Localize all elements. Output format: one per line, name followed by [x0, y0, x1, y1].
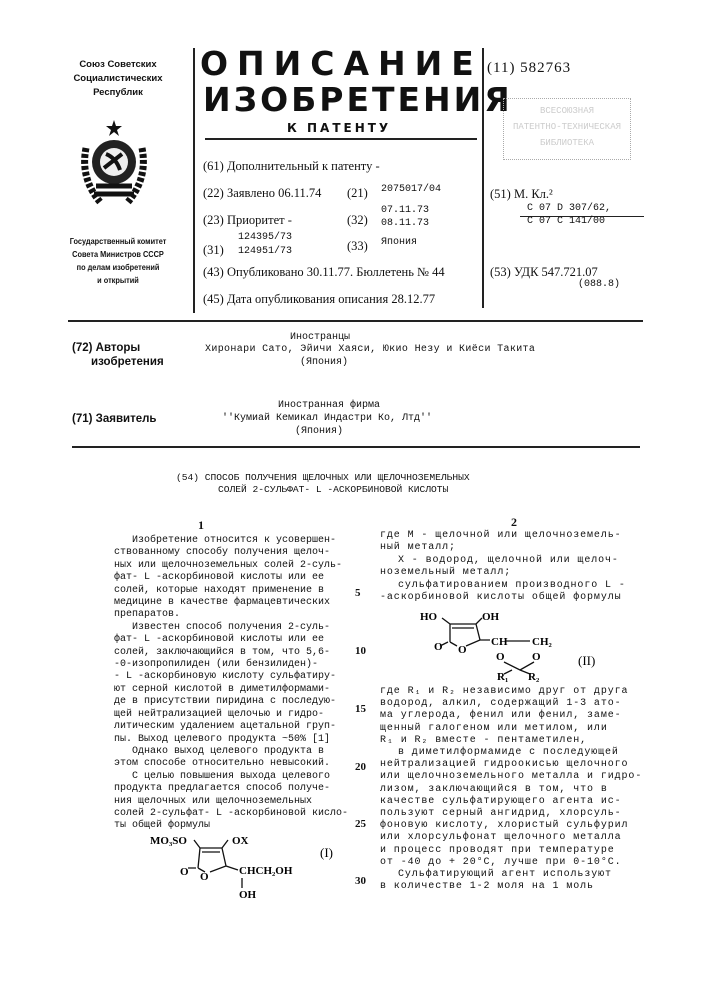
line-number: 20: [355, 761, 366, 773]
formula-text: R₁: [497, 671, 508, 683]
field-31-code: (31): [203, 243, 224, 258]
divider: [68, 320, 643, 322]
text-line: Сульфатирующий агент используют: [380, 869, 642, 881]
text-line: и процесс проводят при температуре: [380, 845, 642, 857]
field-32-date: 07.11.73: [381, 205, 429, 216]
text-line: Однако выход целевого продукта в: [114, 746, 348, 758]
column-2-text-b: [380, 686, 642, 893]
field-53: (53) УДК 547.721.07: [490, 265, 598, 280]
ussr-line: Союз Советских: [53, 58, 183, 72]
invention-title: (54) СПОСОБ ПОЛУЧЕНИЯ ЩЕЛОЧНЫХ ИЛИ ЩЕЛОЧНОЗЕМЕЛЬНЫХ: [176, 472, 470, 483]
line-number: 25: [355, 818, 366, 830]
text-line: R₁ и R₂ вместе - пентаметилен,: [380, 735, 642, 747]
text-line: щенный галогеном или метилом, или: [380, 723, 642, 735]
formula-text: CH₂: [532, 636, 553, 648]
text-line: солей 2-сульфат- L -аскорбиновой кисло-: [114, 808, 348, 820]
stamp-line: ВСЕСОЮЗНАЯ: [504, 103, 630, 119]
title-izobreteniya: ИЗОБРЕТЕНИЯ: [203, 83, 513, 117]
text-line: Изобретение относится к усовершен-: [114, 535, 348, 547]
subtitle: К ПАТЕНТУ: [287, 121, 391, 135]
ussr-heading: [53, 58, 183, 100]
text-line: де в присутствии пиридина с последую-: [114, 696, 348, 708]
formula-text: CHCH₂OH: [239, 865, 293, 877]
column-1-text: [114, 535, 348, 833]
text-line: фоновую кислоту, хлористый сульфурил: [380, 820, 642, 832]
line-number: 15: [355, 703, 366, 715]
authors-label: (72) Авторы: [72, 342, 140, 354]
text-line: где R₁ и R₂ независимо друг от друга: [380, 686, 642, 698]
text-line: литическим удалением ацетальной груп-: [114, 721, 348, 733]
formula-text: O: [532, 651, 541, 663]
formula-text: O: [458, 644, 467, 656]
field-31-number: 124951/73: [238, 246, 292, 257]
line-number: 5: [355, 587, 361, 599]
authors-country: (Япония): [300, 357, 348, 368]
field-32-code: (32): [347, 213, 368, 228]
text-line: ноземельный металл;: [380, 567, 626, 579]
text-line: Известен способ получения 2-суль-: [114, 622, 348, 634]
text-line: фат- L -аскорбиновой кислоты или ее: [114, 572, 348, 584]
text-line: -0-изопропилиден (или бензилиден)-: [114, 659, 348, 671]
formula-2: [420, 610, 620, 685]
committee-heading: [54, 235, 183, 287]
formula-text: OX: [232, 835, 249, 847]
column-number: 1: [198, 518, 204, 533]
formula-text: CH: [491, 636, 508, 648]
text-line: солей, заключающийся в том, что 5,6-: [114, 647, 348, 659]
text-line: ния щелочных или щелочноземельных: [114, 796, 348, 808]
formula-text: HO: [420, 611, 438, 623]
stamp-line: БИБЛИОТЕКА: [504, 135, 630, 151]
field-61: (61) Дополнительный к патенту -: [203, 159, 380, 174]
formula-text: OH: [482, 611, 500, 623]
field-33: Япония: [381, 237, 417, 248]
divider: [205, 138, 477, 140]
formula-text: R₂: [528, 671, 540, 683]
field-21: 2075017/04: [381, 184, 441, 195]
field-51: (51) М. Кл.²: [490, 187, 553, 202]
text-line: щей нейтрализацией щелочью и гидро-: [114, 709, 348, 721]
text-line: где М - щелочной или щелочноземель-: [380, 530, 626, 542]
authors-names: Хиронари Сато, Эйичи Хаяси, Юкио Незу и Киёси Такита: [205, 344, 535, 355]
field-31-number: 124395/73: [238, 232, 292, 243]
text-line: пользуют серный ангидрид, хлорсуль-: [380, 808, 642, 820]
field-43: (43) Опубликовано 30.11.77. Бюллетень № 44: [203, 265, 445, 280]
formula-label: (II): [578, 653, 595, 668]
field-45: (45) Дата опубликования описания 28.12.77: [203, 292, 435, 307]
ussr-line: Социалистических: [53, 72, 183, 86]
title-opisanie: ОПИСАНИЕ: [200, 47, 483, 81]
authors-pre: Иностранцы: [290, 332, 350, 343]
text-line: ный металл;: [380, 542, 626, 554]
applicant-label: (71) Заявитель: [72, 413, 157, 425]
applicant-pre: Иностранная фирма: [278, 400, 380, 411]
line-number: 30: [355, 875, 366, 887]
patent-number: (11) 582763: [487, 60, 571, 77]
field-23: (23) Приоритет -: [203, 213, 292, 228]
formula-text: OH: [239, 889, 257, 901]
text-line: -аскорбиновой кислоты общей формулы: [380, 592, 626, 604]
text-line: или хлорсульфонат щелочного металла: [380, 832, 642, 844]
committee-line: и открытий: [54, 274, 183, 287]
divider: [193, 48, 195, 313]
formula-label: (I): [320, 845, 333, 860]
field-53-b: (088.8): [578, 279, 620, 290]
text-line: водород, алкил, содержащий 1-3 ато-: [380, 698, 642, 710]
text-line: X - водород, щелочной или щелоч-: [380, 555, 626, 567]
authors-label: изобретения: [91, 356, 164, 368]
text-line: или щелочноземельного металла и гидро-: [380, 771, 642, 783]
formula-text: O: [496, 651, 505, 663]
text-line: ют серной кислотой в диметилформами-: [114, 684, 348, 696]
committee-line: Государственный комитет: [54, 235, 183, 248]
text-line: солей, которые находят применение в: [114, 585, 348, 597]
formula-text: O: [200, 871, 209, 883]
applicant-country: (Япония): [295, 426, 343, 437]
text-line: ных или щелочноземельных солей 2-суль-: [114, 560, 348, 572]
library-stamp: [503, 98, 631, 160]
stamp-line: ПАТЕНТНО-ТЕХНИЧЕСКАЯ: [504, 119, 630, 135]
text-line: ма углерода, фенил или фенил, заме-: [380, 710, 642, 722]
text-line: пы. Выход целевого продукта ~50% [1]: [114, 734, 348, 746]
formula-text: O: [180, 866, 189, 878]
text-line: сульфатированием производного L -: [380, 580, 626, 592]
formula-1: [150, 832, 350, 902]
text-line: от -40 до + 20°С, лучше при 0-10°С.: [380, 857, 642, 869]
text-line: продукта предлагается способ получе-: [114, 783, 348, 795]
column-number: 2: [511, 515, 517, 530]
patent-page: [0, 0, 707, 1000]
class-code: С 07 D 307/62,: [527, 203, 611, 214]
text-line: лизом, заключающийся в том, что в: [380, 784, 642, 796]
text-line: фат- L -аскорбиновой кислоты или ее: [114, 634, 348, 646]
text-line: нейтрализацией гидроокисью щелочного: [380, 759, 642, 771]
text-line: С целью повышения выхода целевого: [114, 771, 348, 783]
field-22: (22) Заявлено 06.11.74: [203, 186, 321, 201]
text-line: этом способе относительно невысокий.: [114, 758, 348, 770]
divider: [72, 446, 640, 448]
committee-line: по делам изобретений: [54, 261, 183, 274]
ussr-emblem-icon: [76, 118, 152, 210]
text-line: - L -аскорбиновую кислоту сульфатиру-: [114, 671, 348, 683]
field-21-code: (21): [347, 186, 368, 201]
committee-line: Совета Министров СССР: [54, 248, 183, 261]
text-line: препаратов.: [114, 609, 348, 621]
text-line: ты общей формулы: [114, 820, 348, 832]
field-32-date: 08.11.73: [381, 218, 429, 229]
applicant-name: ''Кумиай Кемикал Индастри Ко, Лтд'': [222, 413, 432, 424]
text-line: ствованному способу получения щелоч-: [114, 547, 348, 559]
text-line: в количестве 1-2 моля на 1 моль: [380, 881, 642, 893]
formula-text: O: [434, 641, 443, 653]
formula-text: MO₃SO: [150, 835, 187, 847]
field-33-code: (33): [347, 239, 368, 254]
text-line: медицине в качестве фармацевтических: [114, 597, 348, 609]
text-line: качестве сульфатирующего агента ис-: [380, 796, 642, 808]
invention-title: СОЛЕЙ 2-СУЛЬФАТ- L -АСКОРБИНОВОЙ КИСЛОТЫ: [218, 484, 448, 495]
column-2-text-a: [380, 530, 626, 604]
line-number: 10: [355, 645, 366, 657]
ussr-line: Республик: [53, 86, 183, 100]
text-line: в диметилформамиде с последующей: [380, 747, 642, 759]
class-code: С 07 С 141/00: [527, 216, 605, 227]
